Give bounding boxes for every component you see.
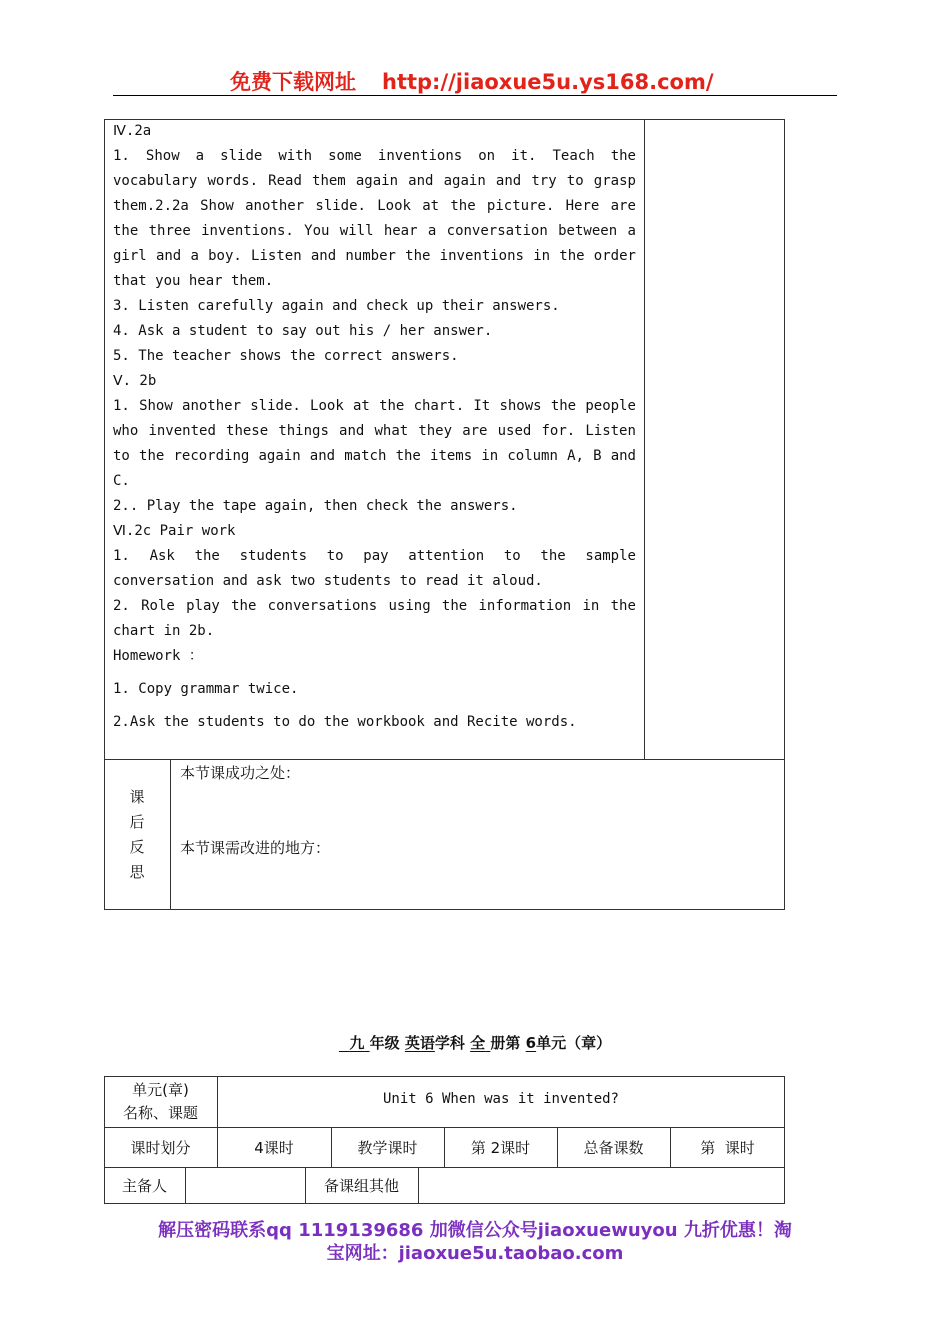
procedure-word: girl <box>113 248 147 264</box>
procedure-word: recording <box>173 448 250 464</box>
line-gap <box>113 702 636 710</box>
procedure-word: with <box>278 148 313 164</box>
procedure-word: people <box>585 398 636 414</box>
procedure-line: 5. The teacher shows the correct answers. <box>113 348 459 364</box>
procedure-word: conversation <box>446 223 548 239</box>
procedure-word: the <box>559 248 585 264</box>
procedure-word: the <box>441 598 468 614</box>
procedure-word: 1. <box>113 548 130 564</box>
procedure-word: match <box>344 448 387 464</box>
procedure-line: C. <box>113 473 130 489</box>
unit-name: Unit 6 When was it invented? <box>382 1090 619 1107</box>
group-value-cell <box>418 1167 785 1204</box>
procedure-word: a <box>427 223 437 239</box>
procedure-word: Ask <box>149 548 175 564</box>
procedure-word: who <box>113 423 139 439</box>
procedure-word: B <box>593 448 602 464</box>
procedure-word: picture. <box>486 198 555 214</box>
procedure-word: slide. <box>250 398 301 414</box>
page-footer <box>0 1219 950 1265</box>
procedure-word: play <box>186 598 220 614</box>
preparer-label: 主备人 <box>121 1177 167 1195</box>
procedure-word: on <box>478 148 496 164</box>
procedure-word: Show <box>139 398 173 414</box>
procedure-line: Ⅳ.2a <box>113 123 152 139</box>
procedure-word: the <box>540 548 566 564</box>
procedure-word: will <box>339 223 374 239</box>
procedure-word: try <box>531 173 557 189</box>
reflection-label-char: 反 <box>129 838 145 856</box>
procedure-word: words. <box>207 173 259 189</box>
footer-line1: 解压密码联系qq 1119139686 加微信公众号jiaoxuewuyou 九折优惠！淘 <box>158 1220 792 1241</box>
procedure-word: column <box>507 448 558 464</box>
procedure-word: the <box>231 598 257 614</box>
procedure-word: and <box>495 173 522 189</box>
procedure-word: between <box>558 223 618 239</box>
procedure-line: 2.Ask the students to do the workbook and Recite words. <box>113 714 577 730</box>
procedure-word: shows <box>499 398 542 414</box>
unit-label-line1: 单元(章) <box>132 1080 189 1099</box>
procedure-line <box>113 244 636 269</box>
footer-line2: 宝网址：jiaoxue5u.taobao.com <box>326 1243 624 1264</box>
procedure-word: Show <box>145 148 180 164</box>
period-value: 4课时 <box>254 1138 294 1157</box>
procedure-word: 1. <box>113 398 130 414</box>
unit-label-line2: 名称、课题 <box>122 1103 198 1122</box>
procedure-line: 4. Ask a student to say out his / her answer. <box>113 323 493 339</box>
procedure-word: them.2.2a <box>113 198 189 214</box>
total-label-cell <box>557 1127 670 1167</box>
procedure-word: slide. <box>315 198 366 214</box>
reflection-success-label: 本节课成功之处： <box>180 764 301 782</box>
procedure-word: attention <box>408 548 485 564</box>
procedure-word: again <box>443 173 486 189</box>
procedure-line <box>113 594 636 619</box>
preparer-label-cell <box>104 1167 185 1204</box>
procedure-word: for. <box>541 423 576 439</box>
procedure-word: the <box>113 223 139 239</box>
procedure-word: are <box>462 423 488 439</box>
procedure-line <box>113 394 636 419</box>
procedure-word: Show <box>200 198 234 214</box>
procedure-word: a <box>627 223 636 239</box>
procedure-word: Listen <box>585 423 636 439</box>
procedure-word: these <box>226 423 269 439</box>
procedure-word: inventions. <box>201 223 294 239</box>
procedure-word: to <box>326 548 344 564</box>
procedure-word: in <box>582 598 600 614</box>
total-value: 第 课时 <box>700 1138 755 1157</box>
procedure-word: information <box>478 598 572 614</box>
line-gap <box>113 669 636 677</box>
procedure-word: Here <box>565 198 600 214</box>
volume-suffix: 册第 <box>490 1034 521 1052</box>
total-value-cell <box>670 1127 785 1167</box>
subject-value: 英语 <box>404 1034 435 1052</box>
procedure-word: inventions <box>439 248 524 264</box>
period-label-cell <box>104 1127 217 1167</box>
header-label: 免费下载网址 <box>230 70 356 94</box>
procedure-word: and <box>155 248 182 264</box>
header-title <box>230 66 714 96</box>
procedure-line <box>113 219 636 244</box>
procedure-word: another <box>182 398 242 414</box>
procedure-line: Homework ： <box>113 648 203 664</box>
procedure-word: the <box>379 398 405 414</box>
procedure-line: chart in 2b. <box>113 623 215 639</box>
procedure-word: the <box>610 598 636 614</box>
procedure-word: Role <box>141 598 175 614</box>
procedure-word: 1. <box>113 148 130 164</box>
procedure-line <box>113 194 636 219</box>
procedure-line <box>113 419 636 444</box>
procedure-word: them <box>312 173 346 189</box>
procedure-line <box>113 144 636 169</box>
procedure-word: It <box>473 398 491 414</box>
procedure-word: order <box>593 248 636 264</box>
unit-number: 6 <box>525 1034 537 1052</box>
procedure-line: 3. Listen carefully again and check up their answers. <box>113 298 560 314</box>
procedure-word: in <box>481 448 499 464</box>
procedure-word: and <box>339 423 365 439</box>
teaching-label-cell <box>331 1127 444 1167</box>
reflection-label-char: 课 <box>129 788 145 806</box>
procedure-word: some <box>328 148 362 164</box>
unit-suffix: 单元（章） <box>536 1034 612 1052</box>
procedure-word: to <box>566 173 584 189</box>
procedure-word: invented <box>148 423 216 439</box>
procedure-word: and <box>408 173 434 189</box>
procedure-word: in <box>533 248 551 264</box>
procedure-word: another <box>245 198 305 214</box>
procedure-line <box>113 169 636 194</box>
procedure-line <box>113 444 636 469</box>
group-label-cell <box>305 1167 418 1204</box>
procedure-word: the <box>395 448 421 464</box>
procedure-word: the <box>550 398 577 414</box>
procedure-word: boy. <box>208 248 242 264</box>
procedure-word: Look <box>377 198 411 214</box>
page-header <box>113 62 837 96</box>
procedure-word: pay <box>363 548 389 564</box>
procedure-word: three <box>148 223 191 239</box>
procedure-word: to <box>503 548 521 564</box>
procedure-word: Read <box>268 173 302 189</box>
procedure-word: and <box>310 248 337 264</box>
procedure-word: used <box>497 423 532 439</box>
procedure-line: that you hear them. <box>113 273 274 289</box>
period-label: 课时划分 <box>130 1138 191 1157</box>
procedure-word: are <box>610 198 636 214</box>
procedure-word: Look <box>310 398 344 414</box>
grade-suffix: 年级 <box>369 1034 400 1052</box>
reflection-improve-label: 本节课需改进的地方： <box>180 839 331 857</box>
teaching-value: 第 2课时 <box>470 1138 531 1157</box>
procedure-word: inventions <box>377 148 463 164</box>
subject-suffix: 学科 <box>434 1034 465 1052</box>
procedure-word: slide <box>220 148 263 164</box>
procedure-word: a <box>190 248 199 264</box>
procedure-line: 1. Copy grammar twice. <box>113 681 299 697</box>
reflection-label-char: 后 <box>129 813 145 831</box>
procedure-word: a <box>195 148 205 164</box>
header-url-link[interactable]: http://jiaoxue5u.ys168.com/ <box>382 70 714 94</box>
group-label: 备课组其他 <box>323 1177 399 1195</box>
procedure-word: to <box>113 448 130 464</box>
procedure-word: things <box>278 423 329 439</box>
procedure-word: the <box>610 148 636 164</box>
procedure-word: it. <box>511 148 537 164</box>
procedure-line <box>113 544 636 569</box>
procedure-word: again <box>258 448 301 464</box>
procedure-word: chart. <box>413 398 465 414</box>
procedure-word: they <box>418 423 453 439</box>
reflection-label-char: 思 <box>129 863 145 881</box>
procedure-word: A, <box>567 448 584 464</box>
procedure-word: hear <box>383 223 418 239</box>
grade-value: 九 <box>349 1034 365 1052</box>
unit-label-cell <box>104 1076 217 1127</box>
procedure-word: and <box>610 448 636 464</box>
period-value-cell <box>217 1127 331 1167</box>
unit-section-title <box>0 1032 950 1053</box>
teaching-label: 教学课时 <box>357 1138 418 1157</box>
procedure-word: 2. <box>113 598 130 614</box>
procedure-word: items <box>430 448 473 464</box>
unit-name-cell <box>217 1076 785 1121</box>
procedure-word: number <box>345 248 396 264</box>
procedure-word: the <box>405 248 431 264</box>
procedure-word: and <box>309 448 336 464</box>
procedure-line: Ⅵ.2c Pair work <box>113 523 236 539</box>
teaching-value-cell <box>444 1127 557 1167</box>
procedure-word: Listen <box>251 248 302 264</box>
volume-value: 全 <box>470 1034 486 1052</box>
procedure-word: sample <box>585 548 636 564</box>
procedure-word: at <box>422 198 440 214</box>
total-label: 总备课数 <box>583 1138 644 1157</box>
procedure-word: using <box>388 598 431 614</box>
preparer-value-cell <box>185 1167 305 1204</box>
procedure-word: vocabulary <box>113 173 198 189</box>
procedure-line: Ⅴ. 2b <box>113 373 157 389</box>
procedure-line: conversation and ask two students to read it aloud. <box>113 573 543 589</box>
procedure-word: the <box>450 198 476 214</box>
reflection-divider-vertical <box>170 759 171 910</box>
procedure-word: students <box>239 548 307 564</box>
procedure-word: You <box>304 223 330 239</box>
plan-divider-horizontal <box>104 759 785 760</box>
procedure-word: the <box>139 448 165 464</box>
procedure-word: conversations <box>267 598 378 614</box>
procedure-word: what <box>374 423 409 439</box>
procedure-word: the <box>194 548 220 564</box>
teaching-procedure-text <box>113 119 636 735</box>
procedure-word: grasp <box>593 173 636 189</box>
procedure-line: 2.. Play the tape again, then check the answers. <box>113 498 518 514</box>
plan-divider-vertical <box>644 119 645 760</box>
procedure-word: Teach <box>552 148 595 164</box>
procedure-word: again <box>355 173 399 189</box>
procedure-word: at <box>352 398 370 414</box>
